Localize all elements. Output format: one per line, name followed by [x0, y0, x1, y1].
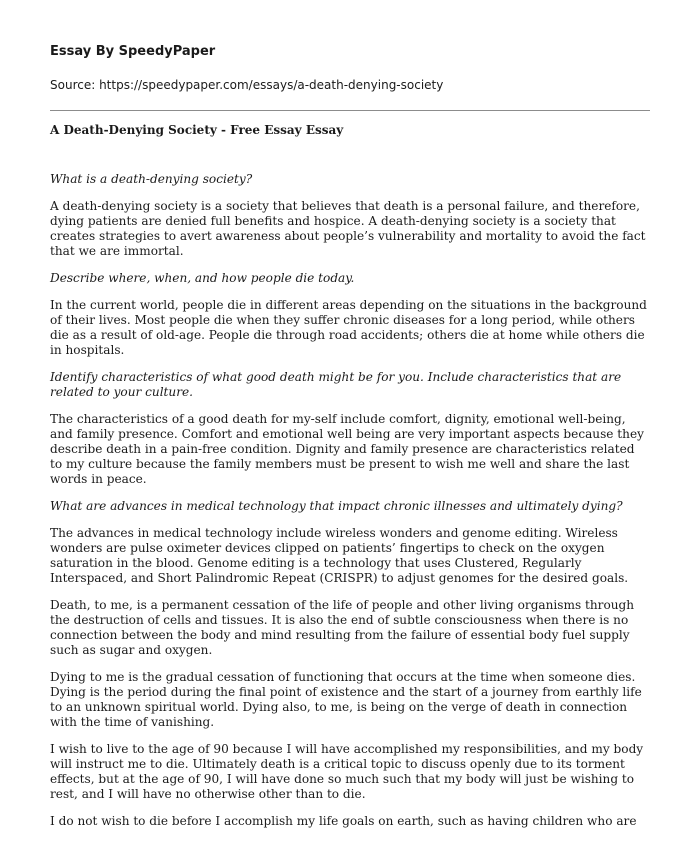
- brand-header: Essay By SpeedyPaper: [50, 44, 216, 59]
- body-paragraph: I wish to live to the age of 90 because I will have accomplished my responsibilities, and my body will instruct me to die. Ultimately death is a critical topic to discuss openly due to its torment effects, but at the age of 90, I will have done so much such that my body will just be wishing to rest, and I will have no otherwise other than to die.: [50, 742, 644, 801]
- question-paragraph: Identify characteristics of what good death might be for you. Include characteristics that are related to your culture.: [50, 370, 622, 399]
- essay-title: A Death-Denying Society - Free Essay Essay: [50, 123, 344, 137]
- body-paragraph: The advances in medical technology include wireless wonders and genome editing. Wireless wonders are pulse oximeter devices clipped on patients’ fingertips to check on the oxygen saturation in the blood. Genome editing is a technology that uses Clustered, Regularly Interspaced, and Short Palindromic Repeat (CRISPR) to adjust genomes for the desired goals.: [50, 526, 629, 585]
- question-paragraph: What are advances in medical technology that impact chronic illnesses and ultimately dying?: [50, 499, 623, 513]
- body-paragraph: Dying to me is the gradual cessation of functioning that occurs at the time when someone dies. Dying is the period during the final point of existence and the start of a journey from earthly life to an unknown spiritual world. Dying also, to me, is being on the verge of death in connection with the time of vanishing.: [50, 670, 642, 729]
- essay-body: [50, 172, 650, 829]
- source-line: Source: https://speedypaper.com/essays/a-death-denying-society: [50, 78, 444, 92]
- question-paragraph: Describe where, when, and how people die today.: [50, 271, 355, 285]
- header-divider: [50, 110, 650, 111]
- body-paragraph: Death, to me, is a permanent cessation of the life of people and other living organisms through the destruction of cells and tissues. It is also the end of subtle consciousness when there is no connection between the body and mind resulting from the failure of essential body fuel supply such as sugar and oxygen.: [50, 598, 635, 657]
- body-paragraph: A death-denying society is a society that believes that death is a personal failure, and therefore, dying patients are denied full benefits and hospice. A death-denying society is a society that creates strategies to avert awareness about people’s vulnerability and mortality to avoid the fact that we are immortal.: [50, 199, 646, 258]
- body-paragraph: In the current world, people die in different areas depending on the situations in the background of their lives. Most people die when they suffer chronic diseases for a long period, while others die as a result of old-age. People die through road accidents; others die at home while others die in hospitals.: [50, 298, 647, 357]
- body-paragraph: The characteristics of a good death for my-self include comfort, dignity, emotional well-being, and family presence. Comfort and emotional well being are very important aspects because they describe death in a pain-free condition. Dignity and family presence are characteristics related to my culture because the family members must be present to wish me well and share the last words in peace.: [50, 412, 644, 486]
- body-paragraph: I do not wish to die before I accomplish my life goals on earth, such as having children who are: [50, 814, 637, 828]
- question-paragraph: What is a death-denying society?: [50, 172, 253, 186]
